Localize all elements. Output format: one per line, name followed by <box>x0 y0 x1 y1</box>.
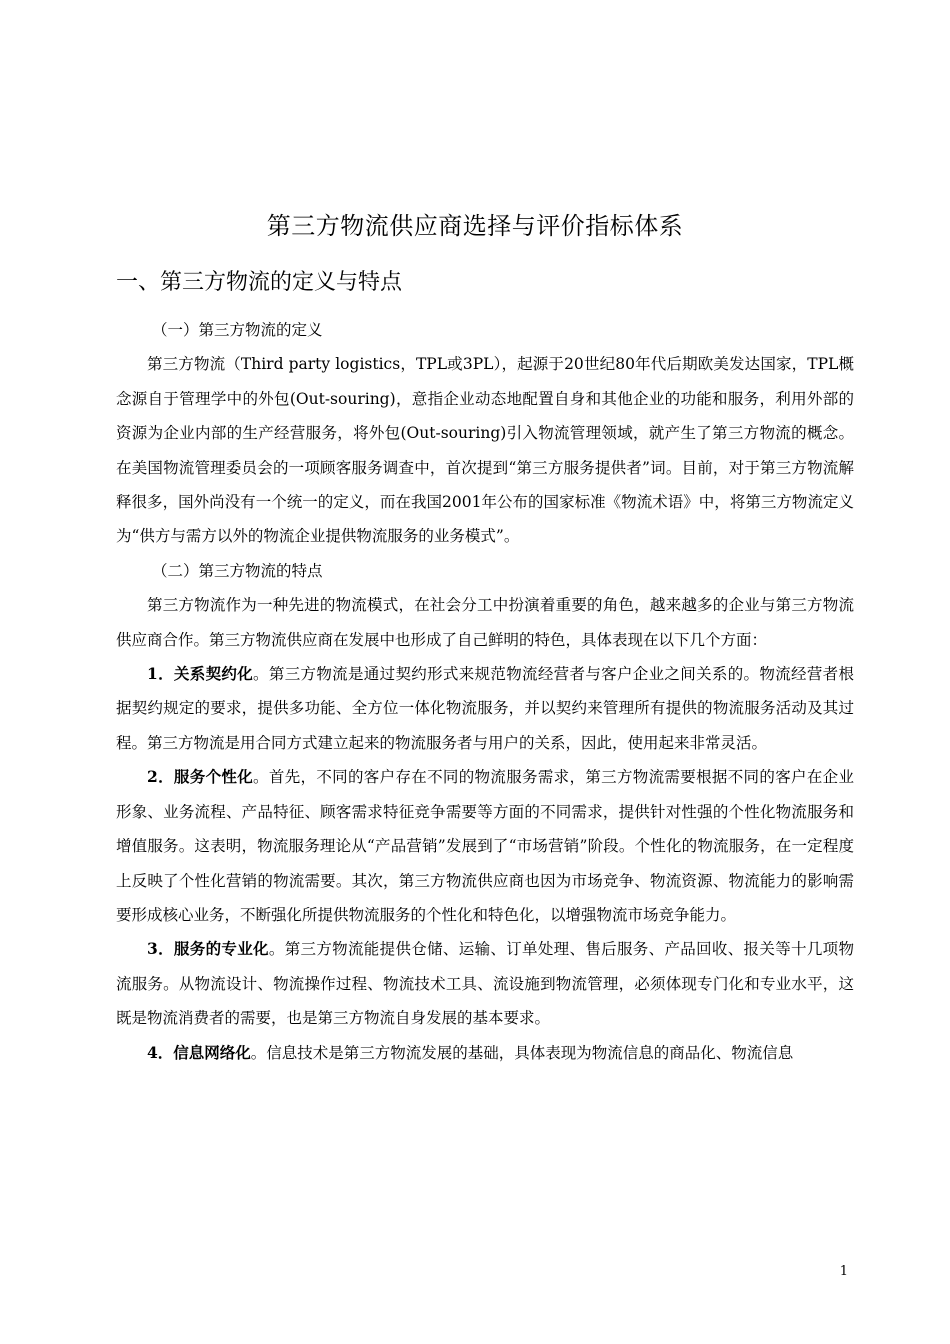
page-number: 1 <box>839 1264 848 1279</box>
list-item-specialized <box>116 932 854 1035</box>
list-item-personalized <box>116 760 854 932</box>
subsection-heading-definition: （一）第三方物流的定义 <box>152 321 323 339</box>
list-item-text: 。第三方物流能提供仓储、运输、订单处理、售后服务、产品回收、报关等十几项物流服务。从物流设计、物流操作过程、物流技术工具、流设施到物流管理，必须体现专门化和专业水平，这既是物流消费者的需要，也是第三方物流自身发展的基本要求。 <box>116 940 854 1028</box>
paragraph-definition: 第三方物流（Third party logistics，TPL或3PL），起源于20世纪80年代后期欧美发达国家，TPL概念源自于管理学中的外包(Out-souring)，意指企业动态地配置自身和其他企业的功能和服务，利用外部的资源为企业内部的生产经营服务，将外包(Out-souring)引入物流管理领域，就产生了第三方物流的概念。在美国物流管理委员会的一项顾客服务调查中，首次提到“第三方服务提供者”词。目前，对于第三方物流解释很多，国外尚没有一个统一的定义，而在我国2001年公布的国家标准《物流术语》中，将第三方物流定义为“供方与需方以外的物流企业提供物流服务的业务模式”。 <box>116 355 854 546</box>
list-item-contract <box>116 657 854 760</box>
document-title: 第三方物流供应商选择与评价指标体系 <box>266 212 684 240</box>
list-item-label: 2．服务个性化 <box>147 767 254 787</box>
list-item-label: 1．关系契约化 <box>147 664 254 684</box>
list-item-label: 4．信息网络化 <box>147 1042 251 1062</box>
list-item-networked <box>116 1036 854 1070</box>
subsection-heading-features: （二）第三方物流的特点 <box>152 561 323 580</box>
section-heading: 一、第三方物流的定义与特点 <box>116 270 403 295</box>
paragraph-features-intro: 第三方物流作为一种先进的物流模式，在社会分工中扮演着重要的角色，越来越多的企业与第三方物流供应商合作。第三方物流供应商在发展中也形成了自己鲜明的特色，具体表现在以下几个方面： <box>116 596 854 649</box>
list-item-text: 。第三方物流是通过契约形式来规范物流经营者与客户企业之间关系的。物流经营者根据契约规定的要求，提供多功能、全方位一体化物流服务，并以契约来管理所有提供的物流服务活动及其过程。第三方物流是用合同方式建立起来的物流服务者与用户的关系，因此，使用起来非常灵活。 <box>116 665 854 752</box>
list-item-text: 。首先，不同的客户存在不同的物流服务需求，第三方物流需要根据不同的客户在企业形象、业务流程、产品特征、顾客需求特征竞争需要等方面的不同需求，提供针对性强的个性化物流服务和增值服务。这表明，物流服务理论从“产品营销”发展到了“市场营销”阶段。个性化的物流服务，在一定程度上反映了个性化营销的物流需要。其次，第三方物流供应商也因为市场竞争、物流资源、物流能力的影响需要形成核心业务，不断强化所提供物流服务的个性化和特色化，以增强物流市场竞争能力。 <box>116 768 854 924</box>
document-body <box>116 313 854 1070</box>
list-item-label: 3．服务的专业化 <box>147 939 269 959</box>
list-item-text: 。信息技术是第三方物流发展的基础，具体表现为物流信息的商品化、物流信息 <box>250 1043 794 1062</box>
